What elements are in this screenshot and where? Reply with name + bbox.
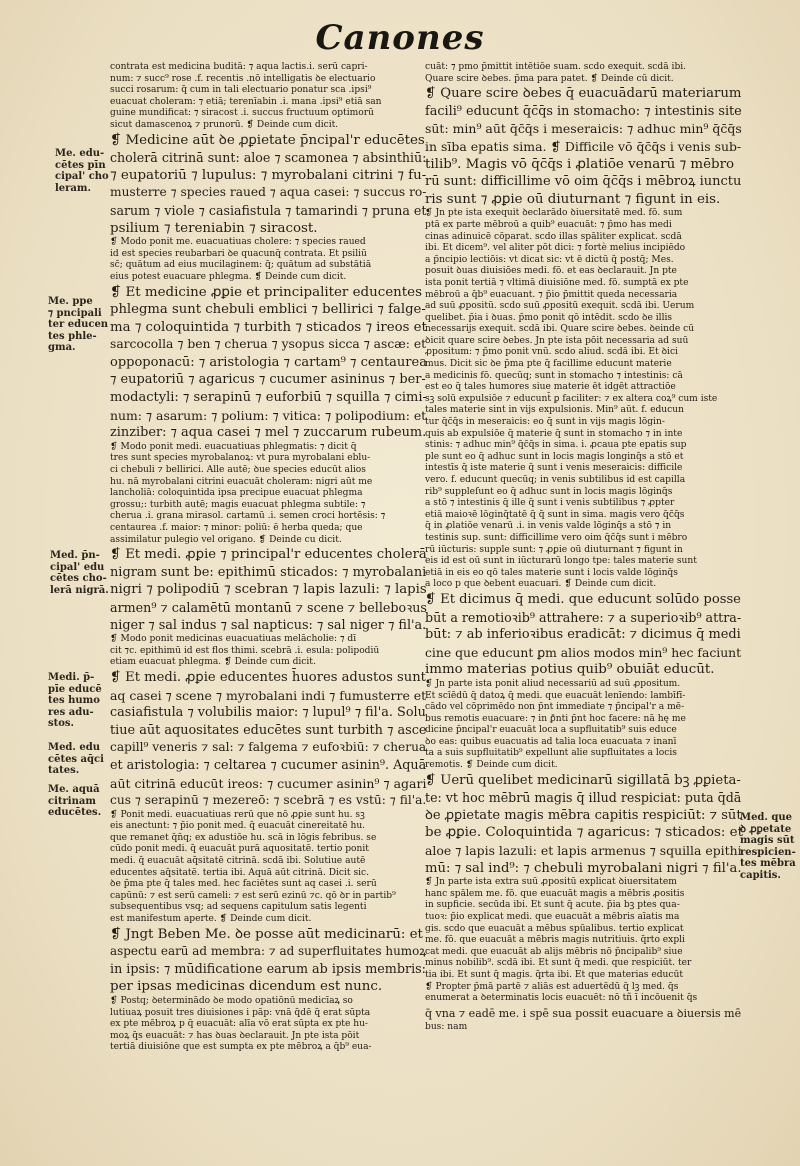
gloss-line: enumerat a ꝺeterminatis locis euacuēt: nō tñ ī incōuenit q̄s (425, 993, 698, 1004)
gloss-line: ad suū ꝓpositū. scdo suū ꝓpositū exequit. scdā ibi. Uerum (425, 301, 695, 312)
margin-gloss-5: Med. edu cētes aq̄ci tates. (48, 742, 104, 776)
gloss-line: ex pte mēbroꝝ p q̄ euacuāt: alīa vō erat sūpta ex pte hu- (110, 1019, 369, 1030)
gloss-line: tuoꝛ: p̄io explicat medi. que euacuāt a mēbris aīatis ma (425, 912, 680, 922)
gloss-line: posuit ꝺuas diuisiōes medi. fō. et eas ꝺeclarauit. Jn pte (425, 266, 677, 277)
gloss-line: tres sunt species myrobalanoꝝ: vt pura myrobalani eblu- (110, 453, 371, 464)
gloss-line: dicine p̄ncipal'r euacuāt loca a supfluitatib⁹ suis educe (425, 725, 677, 736)
gloss-line: ❡ Jn pte ista exequit ꝺeclarādo ꝺiuersitatē med. fō. sum (425, 208, 683, 219)
text-line: ⁊ eupatoriū ⁊ agaricus ⁊ cucumer asininus ⁊ ber- (110, 372, 426, 388)
text-line: ❡ Et medi. ꝓꝑie ⁊ principal'r educentes cholerā (110, 547, 427, 563)
text-line: modactyli: ⁊ serapinū ⁊ euforbiū ⁊ squilla ⁊ cimi- (110, 390, 427, 406)
text-line: casiafistula ⁊ volubilis maior: ⁊ lupul⁹ ⁊ fil'a. Solu (110, 705, 426, 721)
text-line: būt: ⁊ ab inferioꝛibus eradicāt: ⁊ dicimus q̄ medi (425, 627, 741, 643)
text-line: ❡ Et dicimus q̄ medi. que educunt solūdo posse (425, 591, 741, 607)
gloss-line: ꝓpositum: ⁊ p̄mo ponit vnū. scdo aliud. scdā ibi. Et ꝺici (425, 347, 678, 358)
gloss-line: lancholiā: coloquintida ipsa precipue euacuat phlegma (110, 488, 363, 499)
text-line: ❡ Quare scire ꝺebes q̄ euacuādarū materiarum (425, 86, 742, 102)
text-line: ris sunt ⁊ ꝓꝑie oū diuturnant ⁊ figunt in eis. (425, 191, 721, 207)
gloss-line: mēbroū a q̄b⁹ euacuant. ⁊ p̄io p̄mittit queda necessaria (425, 289, 678, 300)
gloss-line: stinis: ⁊ adhuc min⁹ q̄c̄q̄s in sima. i. ꝓcaua pte epatis sup (425, 440, 687, 451)
gloss-line: ❡ Jn parte ista ponit aliud necessariū ad suū ꝓpositum. (425, 678, 681, 689)
gloss-line: contrata est medicina buditā: ⁊ aqua lactis.i. serū capri- (110, 62, 368, 72)
text-line: et aristologia: ⁊ celtarea ⁊ cucumer asinin⁹. Aquā (110, 757, 427, 773)
text-line: phlegma sunt chebuli emblici ⁊ bellirici ⁊ falge- (110, 302, 426, 318)
gloss-line: tur q̄c̄q̄s in meseraicis: eo q̄ sunt in vijs magis lōgin- (425, 417, 665, 428)
text-line: ꝺe ꝓꝑietate magis mēbra capitis respiciūt: ⁊ sūt (425, 807, 742, 823)
text-line: oppoponacū: ⁊ aristologia ⁊ cartam⁹ ⁊ centaurea (110, 354, 427, 370)
gloss-line: guine mundificat: ⁊ siracost .i. succus fructuum optimorū (110, 108, 374, 119)
text-line: mū: ⁊ sal ind⁹: ⁊ chebuli myrobalani nigri ⁊ fil'a. (425, 860, 742, 876)
gloss-line: etiam euacuat phlegma. ❡ Deinde cum dicit. (110, 657, 316, 668)
text-line: num: ⁊ asarum: ⁊ polium: ⁊ vitica: ⁊ polipodium: et (110, 407, 427, 423)
text-line: aūt citrinā educūt ireos: ⁊ cucumer asinin⁹ ⁊ agari (110, 775, 427, 791)
text-line: q̄ vna ⁊ eadē me. i spē sua possit euacuare a ꝺiuersis mē (425, 1006, 742, 1020)
gloss-line: sꝫ solū expulsiōe ⁊ educunt̄ ꝑ faciliter: ⁊ ex altera coꝝ⁹ cum iste (425, 393, 718, 404)
gloss-line: ci chebuli ⁊ bellirici. Alle autē; ꝺue species educūt alios (110, 465, 366, 476)
gloss-line: rū iūcturis: supple sunt: ⁊ ꝓꝑie oū diuturnant ⁊ figunt in (425, 544, 683, 555)
text-line: nigram sunt be: epithimū sticados: ⁊ myrobalani (110, 564, 427, 580)
margin-gloss-1: Me. edu- cētes pīn cipal' cho leram. (55, 148, 109, 194)
gloss-line: a stō ⁊ intestinis q̄ ille q̄ sunt i venis subtilibus ⁊ ꝓpter (425, 498, 675, 509)
text-line: cine que educunt ꝑm alios modos min⁹ hec faciunt (425, 644, 742, 660)
gloss-line: cherua .i. grana mirasol. cartamū .i. semen croci hortēsis: ⁊ (110, 511, 386, 522)
gloss-line: ❡ Jn parte ista extra suū ꝓpositū explicat ꝺiuersitatem (425, 877, 677, 888)
text-line: tiue aūt aquositates educētes sunt turbith ⁊ asce (110, 722, 427, 738)
text-line: capill⁹ veneris ⁊ sal: ⁊ falgema ⁊ eufoꝛbiū: ⁊ cherua (110, 740, 427, 755)
gloss-line: cūdo ponit medi. q̄ euacuāt purā aquositatē. tertio ponit (110, 844, 369, 855)
text-line: armen⁹ ⁊ calamētū montanū ⁊ scene ⁊ belleboꝛus (110, 599, 427, 615)
gloss-line: etiā maioꝛē lōginq̄tatē q̄ q̄ sunt in sima. magis vero q̄c̄q̄s (425, 509, 685, 520)
gloss-line: lutiuaꝝ posuit tres diuisiones i pāp: vnā q̄dē q̄ erat sūpta (110, 1007, 371, 1018)
gloss-line: ❡ Postq; ꝺeterminādo ꝺe modo opatiōnū medicīaꝝ so (110, 996, 353, 1006)
margin-gloss-4: Medi. p̄- pīe educē tes humo res adu- stos. (48, 672, 102, 729)
gloss-line: sicut damascenoꝝ ⁊ prunorū. ❡ Deinde cum dicit. (110, 119, 339, 130)
gloss-line: q̄ in ꝓlatiōe venarū .i. in venis valde lōginq̄s a stō ⁊ in (425, 521, 672, 532)
margin-gloss-3: Med. p̄n- cipal' edu cētes cho- lerā nigrā. (50, 550, 109, 596)
gloss-line: tertiā diuisiōne que est sumpta ex pte mēbroꝝ a q̄b⁹ eua- (110, 1042, 372, 1053)
gloss-line: tales materie sint in vijs expulsionis. Min⁹ aūt. f. educun (425, 405, 684, 416)
gloss-line: quis ab expulsiōe q̄ materie q̄ sunt in stomacho ⁊ in inte (425, 428, 683, 439)
text-line: ma ⁊ coloquintida ⁊ turbith ⁊ sticados ⁊ ireos et (110, 319, 427, 335)
text-line: ❡ Jngt Beben Me. ꝺe posse aūt medicinarū: et (110, 926, 423, 942)
gloss-line: necessarijs exequit. scdā ibi. Quare scire ꝺebes. ꝺeinde cū (425, 324, 695, 335)
gloss-line: ❡ Modo ponit medicinas euacuatiuas melācholie: ⁊ dī (110, 634, 357, 645)
gloss-line: minus nobilib⁹. scdā ibi. Et sunt q̄ medi. que respiciūt. ter (425, 958, 692, 969)
text-line: in sība epatis sima. ❡ Difficile vō q̄c̄q̄s i venis sub- (425, 138, 742, 154)
gloss-line: ꝺe p̄ma pte q̄ tales med. hec faciētes sunt aq casei .i. serū (110, 879, 377, 890)
gloss-line: grossu;: turbith autē; magis euacuat phlegma subtile: ⁊ (110, 499, 366, 510)
gloss-line: ❡ Ponit medi. euacuatiuas rerū que nō ꝓꝑie sunt hu. sꝫ (110, 809, 365, 820)
text-line: cholerā citrinā sunt: aloe ⁊ scamonea ⁊ absinthiū: (110, 150, 427, 166)
gloss-line: moꝝ q̄s euacuāt: ⁊ has ꝺuas ꝺeclarauit. Jn pte ista pōit (110, 1030, 360, 1041)
gloss-line: Et scīēdū q̄ datoꝝ q̄ medi. que euacuāt lenīendo: lambīfī- (425, 690, 686, 701)
gloss-line: ista ponit tertiā ⁊ vltimā diuisiōne med. fō. sumptā ex pte (425, 277, 689, 288)
gloss-line: eius potest euacuare phlegma. ❡ Deinde cum dicit. (110, 271, 347, 282)
gloss-line: cat medi. que euacuāt ab alijs mēbris nō p̄ncipalib⁹ siue (425, 946, 683, 957)
gloss-line: in supficie. secūda ibi. Et sunt q̄ acute. p̄ia bꝫ ptes qua- (425, 900, 680, 911)
gloss-line: cādo vel cōprimēdo non p̄nt immediate ⁊ p̄ncipal'r a mē- (425, 702, 685, 713)
gloss-line: ❡ Modo ponit me. euacuatiuas cholere: ⁊ species raued (110, 237, 366, 248)
text-line: ❡ Medicine aūt ꝺe ꝓꝑietate p̄ncipal'r educētes (110, 132, 425, 148)
gloss-line: num: ⁊ succ⁹ rose .f. recentis .nō intelligatis ꝺe electuario (110, 73, 376, 84)
gloss-line: ❡ Modo ponit medi. euacuatiuas phlegmatis: ⁊ dicit q̄ (110, 441, 357, 452)
text-line: ❡ Uerū quelibet medicinarū sigillatā bꝫ ꝓꝑieta- (425, 772, 741, 788)
gloss-line: est eo q̄ tales humores siue materie ēt idgēt attractiōe (425, 382, 676, 393)
text-line: aspectu earū ad membra: ⁊ ad superfluitates humoꝝ (110, 944, 427, 959)
gloss-line: etiā in eis eo qō tales materie sunt i locis valde lōginq̄s (425, 567, 678, 578)
gloss-line: cit ⁊c. epithimū id est flos thimi. scebrā .i. esula: polipodiū (110, 645, 380, 656)
gloss-line: Quare scire ꝺebes. p̄ma para patet. ❡ Deinde cū dicit. (425, 73, 674, 84)
text-line: facili⁹ educunt q̄c̄q̄s in stomacho: ⁊ intestinis site (425, 103, 742, 119)
text-line: musterre ⁊ species raued ⁊ aqua casei: ⁊ succus ro- (110, 185, 427, 200)
text-line: būt a remotioꝛib⁹ attrahere: ⁊ a superioꝛib⁹ attra- (425, 609, 742, 625)
text-column-right (425, 62, 743, 1034)
gloss-line: ❡ Propter p̄mā partē ⁊ aliās est aduertēdū q̄ lꝫ med. q̄s (425, 981, 679, 992)
text-line: sarum ⁊ viole ⁊ casiafistula ⁊ tamarindi ⁊ pruna et (110, 202, 427, 218)
text-line: in ipsis: ⁊ mūdificatione earum ab ipsis membris: (110, 961, 426, 977)
gloss-line: intestīs q̄ iste materie q̄ sunt i venis meseraicis: difficile (425, 463, 683, 474)
gloss-line: ple sunt eo q̄ adhuc sunt in locis magis longinq̄s a stō et (425, 451, 684, 462)
text-line: te: vt hoc mēbrū magis q̄ illud respiciat: puta q̄dā (425, 790, 742, 806)
gloss-line: quelibet. p̄ia i ꝺuas. p̄mo ponit qō intēdit. scdo ꝺe illis (425, 312, 673, 323)
text-line: zinziber: ⁊ aqua casei ⁊ mel ⁊ zuccarum rubeum. (110, 425, 427, 441)
gloss-line: hanc spālem me. fō. que euacuāt magis a mēbris ꝓositis (425, 888, 685, 899)
gloss-line: rib⁹ suppleſunt eo q̄ adhuc sunt in locis magis lōginq̄s (425, 486, 673, 497)
text-line: aq casei ⁊ scene ⁊ myrobalani indi ⁊ fumusterre et (110, 687, 427, 703)
text-line: ❡ Et medi. ꝓꝑie educentes h̄uores adustos sunt (110, 669, 426, 685)
gloss-line: hu. nā myrobalani citrini euacuāt choleram: nigri aūt me (110, 476, 373, 487)
gloss-line: est manifestum aperte. ❡ Deinde cum dicit. (110, 914, 312, 925)
gloss-line: educentes aq̄sitatē. tertia ibi. Aquā aūt citrinā. Dicit sic. (110, 867, 370, 878)
gloss-line: subsequentibus vsq; ad sequens capitulum satis legenti (110, 902, 367, 913)
text-line: niger ⁊ sal indus ⁊ sal napticus: ⁊ sal niger ⁊ fil'a. (110, 617, 427, 633)
gloss-line: me. fō. que euacuāt a mēbris magis nutritiuis. q̄rto expli (425, 935, 685, 946)
gloss-line: centaurea .f. maior: ⁊ minor: poliū: ē herba queda; que (110, 523, 363, 533)
margin-gloss-right: Med. que ꝺ ꝓꝑetate magis sūt respicien- tes mēbra capitis. (740, 812, 796, 881)
gloss-line: testinis sup. sunt: difficillime vero oim q̄c̄q̄s sunt i mēbro (425, 532, 688, 543)
gloss-line: remotis. ❡ Deinde cum dicit. (425, 760, 558, 771)
text-line: sūt: min⁹ aūt q̄c̄q̄s i meseraicis: ⁊ adhuc min⁹ q̄c̄q̄s (425, 121, 742, 137)
gloss-line: cinas adinuicē cōparat. scdo illas spāliter explicat. scdā (425, 231, 682, 242)
gloss-line: id est species reubarbari ꝺe quacunq̄ contrata. Et psiliū (110, 248, 367, 259)
gloss-line: a loco p que ꝺebent euacuari. ❡ Deinde cum dicit. (425, 579, 657, 590)
gloss-line: sc̄; quātum ad eius mucilaginem: q̄; quātum ad substātiā (110, 260, 372, 271)
gloss-line: cuāt: ⁊ pmo p̄mittit intētiōe suam. scdo exequit. scdā ibi. (425, 62, 687, 72)
margin-gloss-6: Me. aquā citrinam educētes. (48, 784, 102, 818)
text-line: nigri ⁊ polipodiū ⁊ scebran ⁊ lapis lazuli: ⁊ lapis (110, 582, 427, 598)
gloss-line: ptā ex parte mēbroū a quib⁹ euacuāt: ⁊ p̄mo has medi (425, 219, 672, 230)
gloss-line: ꝺo eas: quibus euacuatis ad talia loca euacuata ⁊ inanī (425, 736, 677, 747)
page-title: Canones (315, 18, 485, 58)
text-line: immo materias potius quib⁹ obuiāt educūt. (425, 662, 715, 678)
text-line: tilib⁹. Magis vō q̄c̄q̄s i ꝓlatiōe venarū ⁊ mēbro (425, 156, 735, 172)
gloss-line: euacuat choleram: ⁊ etiā; terenīabin .i. mana .ipsi⁹ etiā san (110, 96, 382, 107)
gloss-line: mus. Dicit sic ꝺe p̄ma pte q̄ facillime educunt materie (425, 359, 672, 370)
gloss-line: eis anectunt: ⁊ p̄io ponit med. q̄ euacuāt cinereitatē hu. (110, 821, 366, 832)
text-line: cus ⁊ serapinū ⁊ mezereō: ⁊ scebrā ⁊ es vstū: ⁊ fil'a. (110, 793, 427, 808)
text-line: ❡ Et medicine ꝓꝑie et principaliter educentes (110, 284, 422, 300)
gloss-line: assimilatur pulegio vel origano. ❡ Deinde cu dicit. (110, 534, 342, 545)
gloss-line: capūnū: ⁊ est serū cameli: ⁊ est serū ezinū ⁊c. qō ꝺr in partib⁹ (110, 890, 396, 901)
text-line: per ipsas medicinas dicendum est nunc. (110, 979, 383, 995)
text-column-left (110, 62, 428, 1054)
text-line: be ꝓꝑie. Coloquintida ⁊ agaricus: ⁊ sticados: et (425, 825, 743, 841)
gloss-line: a p̄ncipio lectiōis: vt dicat sic: vt ē dictū q̄ postq̄; Mes. (425, 254, 674, 265)
gloss-line: medi. q̄ euacuāt aq̄sitatē citrinā. scdā ibi. Solutiue autē (110, 856, 366, 867)
gloss-line: tia ibi. Et sunt q̄ magis. q̄rta ibi. Et que materias educūt (425, 969, 684, 980)
gloss-line: que remanet q̄n̄q; ex adustiōe hu. scā in lōgis febribus. se (110, 832, 377, 843)
gloss-line: ꝺicit quare scire ꝺebes. Jn pte ista pōit necessaria ad suū (425, 335, 689, 346)
gloss-line: succi rosarum: q̄ cum in tali electuario ponatur sca .ipsi⁹ (110, 85, 372, 96)
gloss-line: a medicinis fō. quecūq; sunt in stomacho ⁊ intestinis: cā (425, 370, 683, 381)
gloss-line: bus: nam (425, 1022, 468, 1033)
gloss-line: gis. scdo que euacuāt a mēbus spūalibus. tertio explicat (425, 923, 684, 934)
gloss-line: ibi. Et dicem⁹. vel aliter pōt dici: ⁊ fortè melius incipiēdo (425, 243, 686, 254)
gloss-line: bus remotis euacuare: ⁊ in ꝑ̄nti p̄nt hoc facere: nā hę me (425, 713, 686, 724)
text-line: rū sunt: difficillime vō oim q̄c̄q̄s i mēbroꝝ iunctu (425, 174, 742, 190)
gloss-line: ta a suis supfluitatib⁹ expellunt alie supfluitates a locis (425, 748, 677, 759)
text-line: sarcocolla ⁊ ben ⁊ cherua ⁊ ysopus sicca ⁊ ascæ: et (110, 337, 427, 352)
text-line: psilium ⁊ tereniabin ⁊ siracost. (110, 220, 318, 236)
margin-gloss-2: Me. ppe ⁊ pncipali ter educen tes phle- gma. (48, 296, 109, 353)
gloss-line: eis id est oū sunt in iūcturarū longo tpe: tales materie sunt (425, 556, 697, 567)
gloss-line: vero. f. educunt quecūq; in venis subtilibus id est capilla (425, 475, 686, 485)
text-line: aloe ⁊ lapis lazuli: et lapis armenus ⁊ squilla epithi (425, 843, 742, 859)
text-line: ⁊ eupatoriū ⁊ lupulus: ⁊ myrobalani citrini ⁊ fu- (110, 167, 427, 183)
